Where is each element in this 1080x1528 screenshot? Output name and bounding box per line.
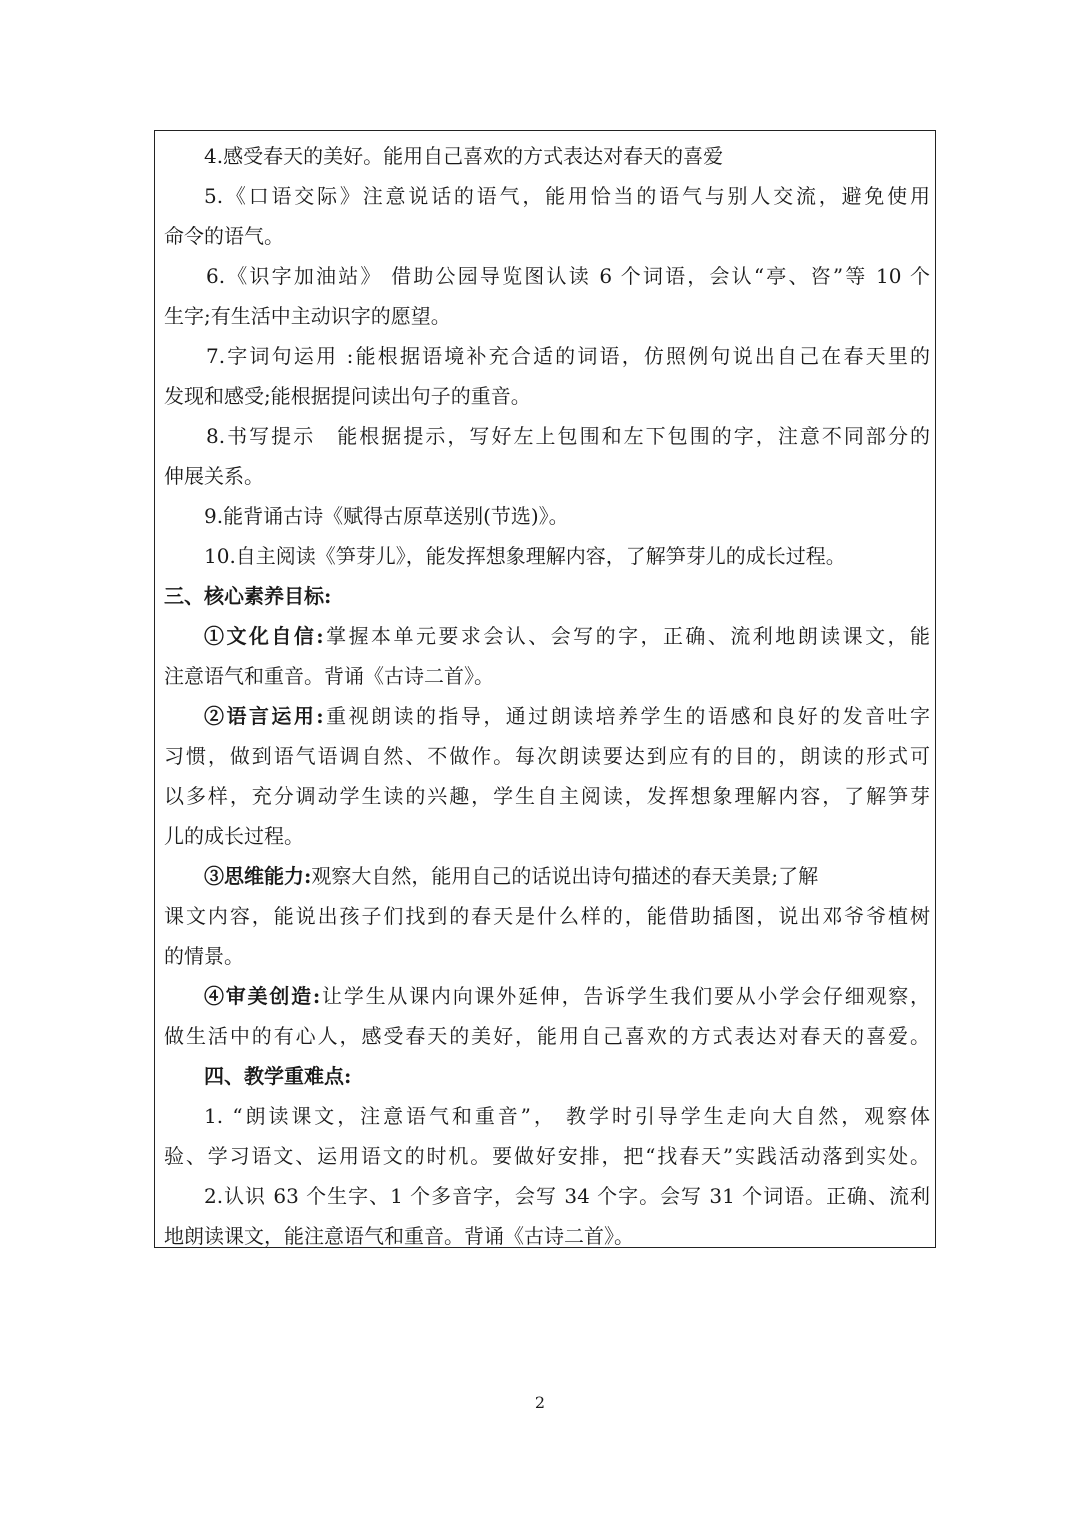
- goal-4-label: ④审美创造:: [204, 984, 321, 1008]
- objective-item-9: 9.能背诵古诗《赋得古原草送别(节选)》。: [204, 504, 569, 528]
- goal-2-line-3: 以多样，充分调动学生读的兴趣，学生自主阅读，发挥想象理解内容，了解笋芽: [164, 784, 930, 808]
- point-2-line-1: 2.认识 63 个生字、1 个多音字，会写 34 个字。会写 31 个词语。正确、流利: [204, 1184, 930, 1208]
- point-2-line-2: 地朗读课文，能注意语气和重音。背诵《古诗二首》。: [164, 1224, 634, 1248]
- objective-item-7-line-1: 7.字词句运用 :能根据语境补充合适的词语，仿照例句说出自己在春天里的: [206, 344, 930, 368]
- objective-item-10: 10.自主阅读《笋芽儿》，能发挥想象理解内容，了解笋芽儿的成长过程。: [204, 544, 846, 568]
- section-4-heading: 四、教学重难点:: [204, 1064, 352, 1088]
- goal-3-line-3: 的情景。: [164, 944, 244, 968]
- objective-item-4: 4.感受春天的美好。能用自己喜欢的方式表达对春天的喜爱: [204, 144, 724, 168]
- objective-item-5-line-2: 命令的语气。: [164, 224, 284, 248]
- goal-2-line-2: 习惯，做到语气语调自然、不做作。每次朗读要达到应有的目的，朗读的形式可: [164, 744, 930, 768]
- objective-item-6-line-1: 6.《识字加油站》 借助公园导览图认读 6 个词语，会认“亭、咨”等 10 个: [206, 264, 930, 288]
- page-number: 2: [534, 1393, 546, 1412]
- goal-3-line-1: [164, 856, 930, 896]
- goal-2-line-1: [164, 696, 930, 736]
- goal-4-line-2: 做生活中的有心人，感受春天的美好，能用自己喜欢的方式表达对春天的喜爱。: [164, 1024, 930, 1048]
- goal-2-text: 重视朗读的指导，通过朗读培养学生的语感和良好的发音吐字: [323, 704, 930, 728]
- section-3-heading: 三、核心素养目标:: [164, 584, 332, 608]
- point-1-line-2: 验、学习语文、运用语文的时机。要做好安排，把“找春天”实践活动落到实处。: [164, 1144, 930, 1168]
- objective-item-5-line-1: 5.《口语交际》注意说话的语气，能用恰当的语气与别人交流，避免使用: [204, 184, 930, 208]
- objective-item-7-line-2: 发现和感受;能根据提问读出句子的重音。: [164, 384, 531, 408]
- objective-item-6-line-2: 生字;有生活中主动识字的愿望。: [164, 304, 451, 328]
- goal-1-line-2: 注意语气和重音。背诵《古诗二首》。: [164, 664, 494, 688]
- point-1-line-1: 1. “朗读课文，注意语气和重音”， 教学时引导学生走向大自然，观察体: [204, 1104, 930, 1128]
- goal-3-label: ③思维能力:: [204, 864, 312, 888]
- goal-3-text: 观察大自然，能用自己的话说出诗句描述的春天美景;了解: [311, 864, 819, 888]
- goal-4-line-1: [164, 976, 930, 1016]
- goal-2-label: ②语言运用:: [204, 704, 324, 728]
- goal-4-text: 让学生从课内向课外延伸，告诉学生我们要从小学会仔细观察，: [320, 984, 930, 1008]
- goal-2-line-4: 儿的成长过程。: [164, 824, 304, 848]
- goal-3-line-2: 课文内容，能说出孩子们找到的春天是什么样的，能借助插图，说出邓爷爷植树: [164, 904, 930, 928]
- objective-item-8-line-2: 伸展关系。: [164, 464, 264, 488]
- document-content: [164, 136, 930, 1256]
- goal-1-label: ①文化自信:: [204, 624, 324, 648]
- objective-item-8-line-1: 8.书写提示 能根据提示，写好左上包围和左下包围的字，注意不同部分的: [206, 424, 930, 448]
- goal-1-line-1: [164, 616, 930, 656]
- goal-1-text: 掌握本单元要求会认、会写的字，正确、流利地朗读课文，能: [323, 624, 930, 648]
